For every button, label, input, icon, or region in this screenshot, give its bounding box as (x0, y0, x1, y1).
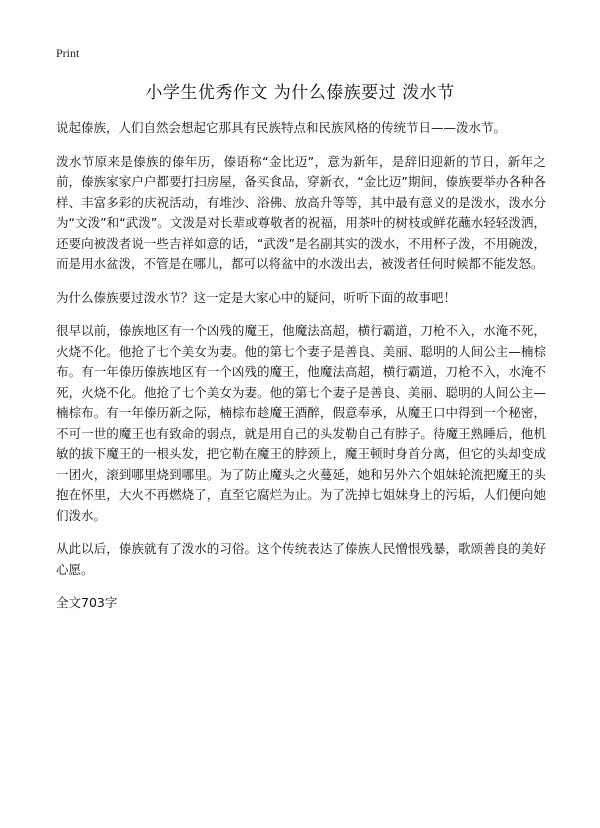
article-body (56, 118, 546, 614)
article-paragraph: 为什么傣族要过泼水节？这一定是大家心中的疑问，听听下面的故事吧！ (56, 289, 457, 305)
article-paragraph: 很早以前，傣族地区有一个凶残的魔王，他魔法高超，横行霸道，刀枪不入，水淹不死，火烧不化。他抢了七个美女为妻。他的第七个妻子是善良、美丽、聪明的人间公主—楠棕布。有一年傣历傣族地区有一个凶残的魔王，他魔法高超，横行霸道，刀枪不入，水淹不死，火烧不化。他抢了七个美女为妻。他的第七个妻子是善良、美丽、聪明的人间公主—楠棕布。有一年傣历新之际，楠棕布趁魔王酒醉，假意奉承，从魔王口中得到一个秘密，不可一世的魔王也有致命的弱点，就是用自己的头发勒自己有脖子。待魔王熟睡后，他机敏的拔下魔王的一根头发，把它勒在魔王的脖颈上，魔王顿时身首分离，但它的头却变成一团火，滚到哪里烧到哪里。为了防止魔头之火蔓延，她和另外六个姐妹轮流把魔王的头抱在怀里，大火不再燃烧了，直至它腐烂为止。为了洗掉七姐妹身上的污垢，人们便向她们泼水。 (56, 323, 546, 523)
word-count: 全文703字 (56, 595, 118, 610)
article-title: 小学生优秀作文 为什么傣族要过 泼水节 (145, 83, 455, 103)
article-paragraph: 泼水节原来是傣族的傣年历，傣语称“金比迈”，意为新年，是辞旧迎新的节日，新年之前，傣族家家户户都要打扫房屋，备买食品，穿新衣，“金比迈”期间，傣族要举办各种各样、丰富多彩的庆祝活动，有堆沙、浴佛、放高升等等，其中最有意义的是泼水，泼水分为“文泼”和“武泼”。文泼是对长辈或尊敬者的祝福，用茶叶的树枝或鲜花蘸水轻轻泼洒，还要向被泼者说一些吉祥如意的话，“武泼”是名副其实的泼水，不用杯子泼，不用碗泼，而是用水盆泼，不管是在哪儿，都可以将盆中的水泼出去，被泼者任何时候都不能发怒。 (56, 153, 546, 271)
article-paragraph: 说起傣族，人们自然会想起它那具有民族特点和民族风格的传统节日——泼水节。 (56, 120, 507, 135)
article-paragraph: 从此以后，傣族就有了泼水的习俗。这个传统表达了傣族人民憎恨残暴，歌颂善良的美好心愿。 (56, 541, 546, 577)
print-link[interactable]: Print (56, 46, 80, 60)
